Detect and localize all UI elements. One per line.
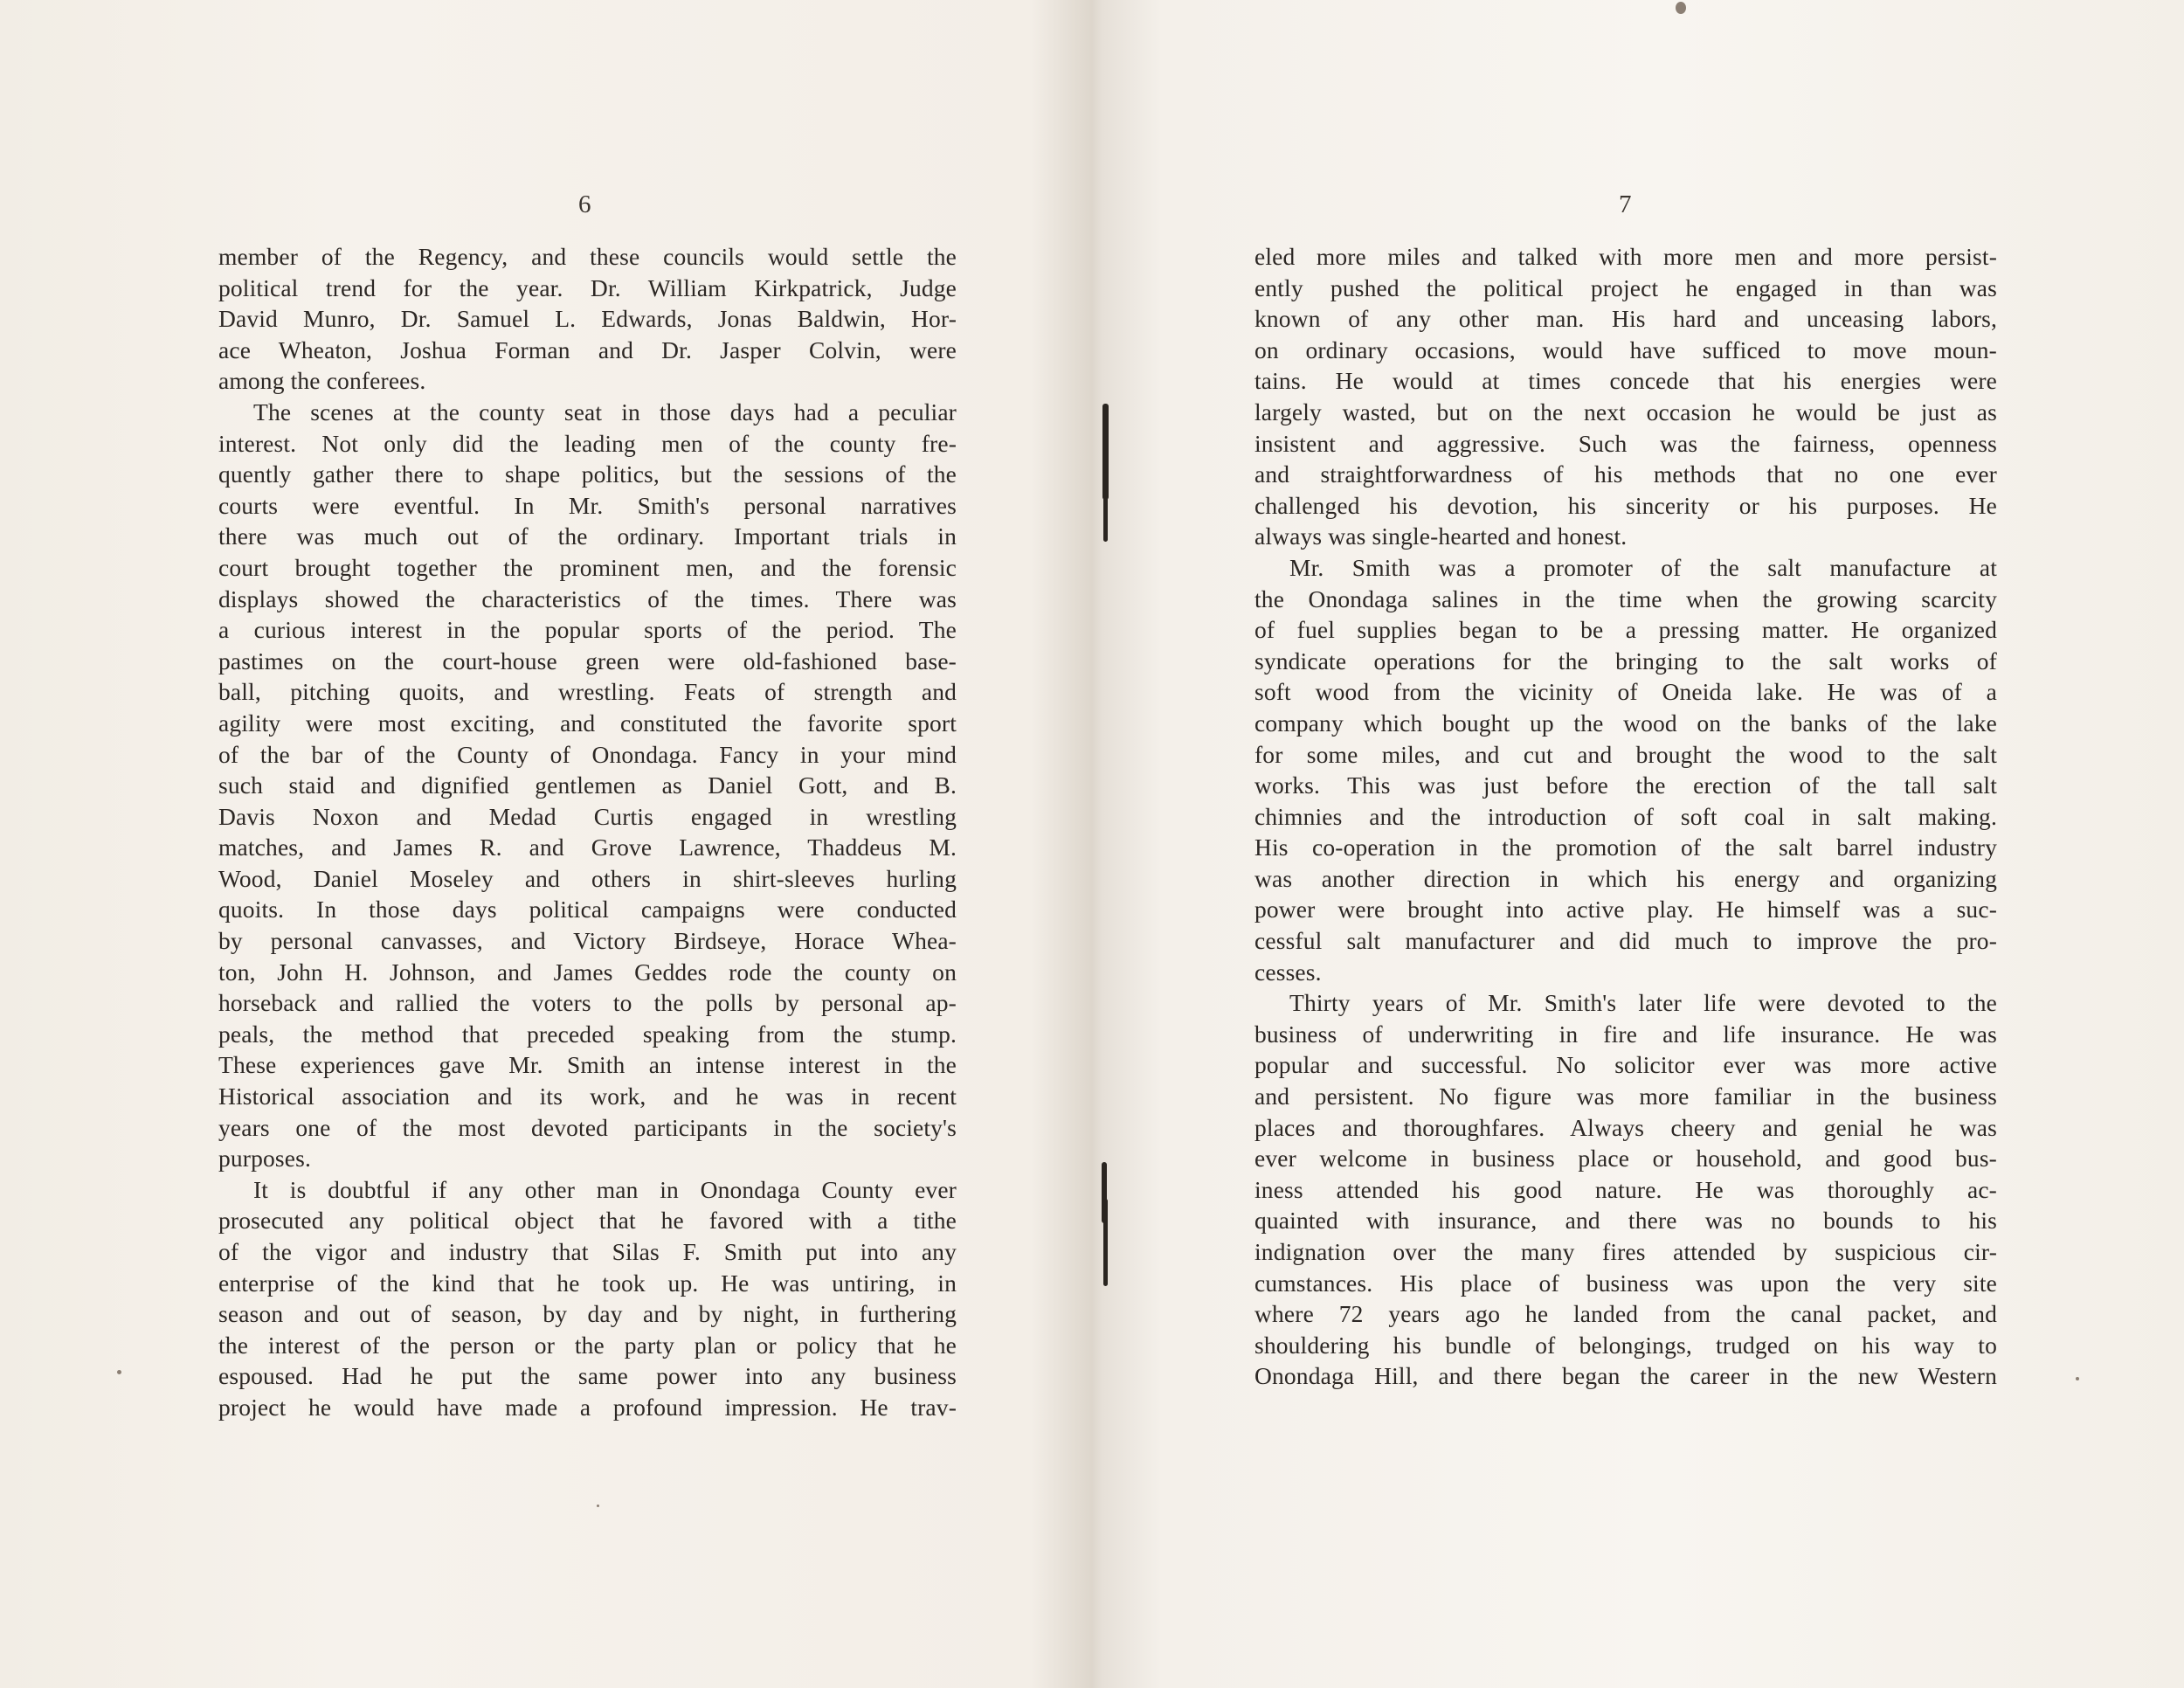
text-line: challenged his devotion, his sincerity or his purposes. He xyxy=(1254,491,1997,519)
text-line: iness attended his good nature. He was thoroughly ac- xyxy=(1254,1175,1997,1203)
text-line: quoits. In those days political campaigns were conducted xyxy=(218,896,957,924)
text-line: Thirty years of Mr. Smith's later life were devoted to the xyxy=(1289,989,1997,1017)
paper-speck xyxy=(597,1505,599,1507)
text-line: Wood, Daniel Moseley and others in shirt-sleeves hurling xyxy=(218,864,957,892)
text-line: enterprise of the kind that he took up. He was untiring, in xyxy=(218,1269,957,1297)
text-line: and persistent. No figure was more familiar in the business xyxy=(1254,1083,1997,1110)
text-line: of fuel supplies began to be a pressing matter. He organized xyxy=(1254,616,1997,644)
text-line: agility were most exciting, and constituted the favorite sport xyxy=(218,709,957,737)
text-line: always was single-hearted and honest. xyxy=(1254,522,1628,550)
text-line: was another direction in which his energy and organizing xyxy=(1254,864,1997,892)
text-line: power were brought into active play. He himself was a suc- xyxy=(1254,896,1997,924)
text-line: shouldering his bundle of belongings, trudged on his way to xyxy=(1254,1331,1997,1359)
text-line: purposes. xyxy=(218,1145,311,1173)
text-line: ever welcome in business place or household, and good bus- xyxy=(1254,1145,1997,1173)
text-line: a curious interest in the popular sports of the period. The xyxy=(218,616,957,644)
text-line: political trend for the year. Dr. William Kirkpatrick, Judge xyxy=(218,273,957,301)
text-line: works. This was just before the erection of the tall salt xyxy=(1254,771,1997,799)
paper-speck xyxy=(2076,1377,2079,1380)
text-line: ently pushed the political project he engaged in than was xyxy=(1254,273,1997,301)
text-line: espoused. Had he put the same power into any business xyxy=(218,1362,957,1390)
text-line: there was much out of the ordinary. Important trials in xyxy=(218,522,957,550)
text-line: where 72 years ago he landed from the canal packet, and xyxy=(1254,1300,1997,1328)
text-line: It is doubtful if any other man in Onondaga County ever xyxy=(253,1175,957,1203)
text-line: for some miles, and cut and brought the wood to the salt xyxy=(1254,740,1997,768)
text-line: years one of the most devoted participants in the society's xyxy=(218,1113,957,1141)
text-line: tains. He would at times concede that his energies were xyxy=(1254,367,1997,395)
right-page xyxy=(1097,0,2184,1688)
text-line: David Munro, Dr. Samuel L. Edwards, Jonas Baldwin, Hor- xyxy=(218,305,957,333)
text-line: displays showed the characteristics of the times. There was xyxy=(218,585,957,612)
text-line: of the bar of the County of Onondaga. Fancy in your mind xyxy=(218,740,957,768)
text-line: popular and successful. No solicitor ever was more active xyxy=(1254,1051,1997,1079)
text-line: season and out of season, by day and by night, in furthering xyxy=(218,1300,957,1328)
text-line: horseback and rallied the voters to the polls by personal ap- xyxy=(218,989,957,1017)
text-line: peals, the method that preceded speaking from the stump. xyxy=(218,1020,957,1048)
body-text xyxy=(218,241,957,1423)
text-line: cesses. xyxy=(1254,958,1322,986)
text-line: quainted with insurance, and there was no bounds to his xyxy=(1254,1207,1997,1235)
text-line: among the conferees. xyxy=(218,367,426,395)
text-line: syndicate operations for the bringing to the salt works of xyxy=(1254,647,1997,675)
text-line: ball, pitching quoits, and wrestling. Feats of strength and xyxy=(218,678,957,706)
text-line: on ordinary occasions, would have sufficed to move moun- xyxy=(1254,336,1997,363)
text-line: eled more miles and talked with more men and more persist- xyxy=(1254,243,1997,270)
text-line: chimnies and the introduction of soft coal in salt making. xyxy=(1254,802,1997,830)
text-line: known of any other man. His hard and unceasing labors, xyxy=(1254,305,1997,333)
text-line: of the vigor and industry that Silas F. Smith put into any xyxy=(218,1238,957,1265)
page-number: 6 xyxy=(578,190,592,218)
text-line: prosecuted any political object that he favored with a tithe xyxy=(218,1207,957,1235)
text-line: by personal canvasses, and Victory Birdseye, Horace Whea- xyxy=(218,927,957,955)
text-line: and straightforwardness of his methods that no one ever xyxy=(1254,460,1997,488)
text-line: cumstances. His place of business was upon the very site xyxy=(1254,1269,1997,1297)
paper-speck xyxy=(117,1370,121,1374)
text-line: indignation over the many fires attended by suspicious cir- xyxy=(1254,1238,1997,1265)
text-line: Davis Noxon and Medad Curtis engaged in wrestling xyxy=(218,802,957,830)
text-line: insistent and aggressive. Such was the fairness, openness xyxy=(1254,429,1997,457)
binding-staple-top-lower xyxy=(1103,472,1108,542)
text-line: Historical association and its work, and he was in recent xyxy=(218,1083,957,1110)
text-line: His co-operation in the promotion of the salt barrel industry xyxy=(1254,834,1997,861)
binding-staple-bottom-lower xyxy=(1103,1199,1108,1286)
text-line: business of underwriting in fire and life insurance. He was xyxy=(1254,1020,1997,1048)
text-line: soft wood from the vicinity of Oneida lake. He was of a xyxy=(1254,678,1997,706)
text-line: ton, John H. Johnson, and James Geddes rode the county on xyxy=(218,958,957,986)
text-line: pastimes on the court-house green were old-fashioned base- xyxy=(218,647,957,675)
text-line: places and thoroughfares. Always cheery and genial he was xyxy=(1254,1113,1997,1141)
text-line: the interest of the person or the party plan or policy that he xyxy=(218,1331,957,1359)
text-line: project he would have made a profound impression. He trav- xyxy=(218,1393,957,1421)
body-text xyxy=(1254,241,1997,1392)
paper-speck xyxy=(1676,2,1686,14)
text-line: matches, and James R. and Grove Lawrence, Thaddeus M. xyxy=(218,834,957,861)
text-line: largely wasted, but on the next occasion he would be just as xyxy=(1254,398,1997,425)
text-line: cessful salt manufacturer and did much to improve the pro- xyxy=(1254,927,1997,955)
text-line: These experiences gave Mr. Smith an intense interest in the xyxy=(218,1051,957,1079)
page-number: 7 xyxy=(1619,190,1633,218)
text-line: courts were eventful. In Mr. Smith's personal narratives xyxy=(218,491,957,519)
text-line: Mr. Smith was a promoter of the salt manufacture at xyxy=(1289,553,1997,581)
text-line: member of the Regency, and these councils would settle the xyxy=(218,243,957,270)
text-line: quently gather there to shape politics, but the sessions of the xyxy=(218,460,957,488)
text-line: The scenes at the county seat in those days had a peculiar xyxy=(253,398,957,425)
text-line: company which bought up the wood on the banks of the lake xyxy=(1254,709,1997,737)
text-line: Onondaga Hill, and there began the career in the new Western xyxy=(1254,1362,1997,1390)
text-line: such staid and dignified gentlemen as Daniel Gott, and B. xyxy=(218,771,957,799)
text-line: interest. Not only did the leading men of the county fre- xyxy=(218,429,957,457)
text-line: the Onondaga salines in the time when the growing scarcity xyxy=(1254,585,1997,612)
text-line: ace Wheaton, Joshua Forman and Dr. Jasper Colvin, were xyxy=(218,336,957,363)
text-line: court brought together the prominent men, and the forensic xyxy=(218,553,957,581)
